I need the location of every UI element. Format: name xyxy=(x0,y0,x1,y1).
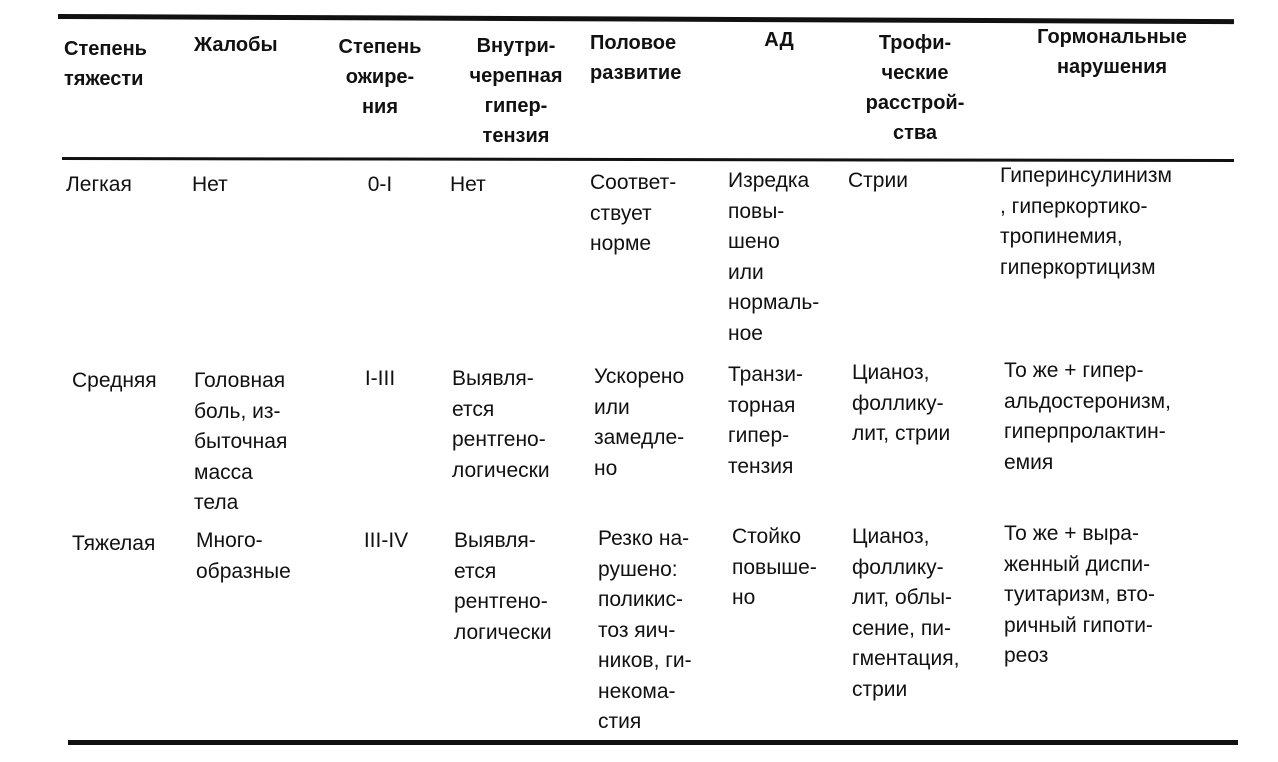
row-mild-sexual: Соответ- ствует норме xyxy=(590,171,677,255)
row-mild-bp: Изредка повы- шено или нормаль- ное xyxy=(728,169,820,345)
row-moderate-sexual: Ускорено или замедле- но xyxy=(594,365,685,480)
row-moderate-severity: Средняя xyxy=(72,369,157,392)
row-moderate-complaints: Головная боль, из- быточная масса тела xyxy=(194,369,288,514)
row-mild-trophic: Стрии xyxy=(848,169,908,192)
table-bottom-rule xyxy=(68,740,1238,745)
row-mild-severity: Легкая xyxy=(66,173,132,196)
header-obesity-degree: Степень ожире- ния xyxy=(338,36,422,118)
row-severe-intracranial: Выявля- ется рентгено- логически xyxy=(454,529,552,644)
row-severe-obesity: III-IV xyxy=(363,529,409,552)
row-severe-hormonal: То же + выра- женный диспи- туитаризм, вто- ричный гипоти- реоз xyxy=(1004,522,1156,667)
row-mild-hormonal: Гиперинсулинизм , гиперкортико- тропинемия, гиперкортицизм xyxy=(1000,164,1172,279)
row-mild-obesity: 0-I xyxy=(367,173,393,196)
row-severe-bp: Стойко повыше- но xyxy=(732,525,817,609)
row-moderate-trophic: Цианоз, фоллику- лит, стрии xyxy=(852,361,951,445)
row-moderate-bp: Транзи- торная гипер- тензия xyxy=(728,363,803,478)
row-severe-trophic: Цианоз, фоллику- лит, облы- сение, пи- гментация, стрии xyxy=(852,525,960,701)
row-moderate-hormonal: То же + гипер- альдостеронизм, гиперпролактин- емия xyxy=(1004,359,1171,474)
header-sexual-development: Половое развитие xyxy=(590,32,682,84)
header-severity: Степень тяжести xyxy=(64,38,147,90)
row-severe-complaints: Много- образные xyxy=(196,529,291,583)
header-hormonal-disorders: Гормональные нарушения xyxy=(1037,26,1187,78)
row-mild-complaints: Нет xyxy=(192,173,228,196)
header-complaints: Жалобы xyxy=(194,34,278,56)
header-intracranial-hypertension: Внутри- черепная гипер- тензия xyxy=(469,35,563,147)
row-moderate-intracranial: Выявля- ется рентгено- логически xyxy=(452,367,550,482)
row-mild-intracranial: Нет xyxy=(450,173,486,196)
header-blood-pressure: АД xyxy=(764,29,794,51)
header-trophic-disorders: Трофи- ческие расстрой- ства xyxy=(865,32,965,144)
row-moderate-obesity: I-III xyxy=(364,367,396,390)
row-severe-sexual: Резко на- рушено: поликис- тоз яич- ников, ги- некома- стия xyxy=(598,527,692,733)
row-severe-severity: Тяжелая xyxy=(72,532,156,555)
